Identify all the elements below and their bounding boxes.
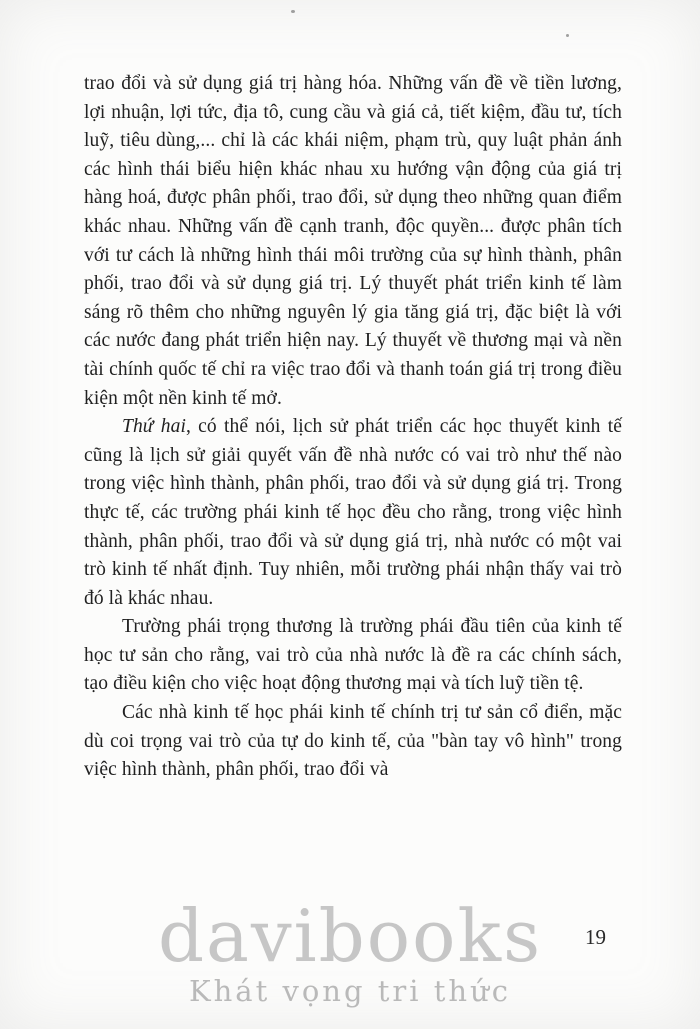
paragraph-text: , có thể nói, lịch sử phát triển các học thuyết kinh tế cũng là lịch sử giải quyết vấn đề nhà nước có vai trò như thế nào trong việc hình thành, phân phối, trao đổi và sử dụng giá trị. Trong thực tế, các trường phái kinh tế học đều cho rằng, trong việc hình thành, phân phối, trao đổi và sử dụng giá trị, nhà nước có một vai trò kinh tế nhất định. Tuy nhiên, mỗi trường phái nhận thấy vai trò đó là khác nhau. (84, 416, 622, 609)
text-block (84, 70, 622, 785)
paragraph (84, 70, 622, 413)
paragraph (84, 413, 622, 613)
paragraph-lead: Thứ hai (122, 416, 186, 438)
watermark-brand: davibooks (157, 894, 543, 978)
page-number: 19 (585, 925, 606, 949)
paragraph (84, 699, 622, 785)
scan-speck (566, 34, 569, 37)
watermark (0, 894, 700, 1008)
paragraph-text: trao đổi và sử dụng giá trị hàng hóa. Những vấn đề về tiền lương, lợi nhuận, lợi tức, địa tô, cung cầu và giá cả, tiết kiệm, đầu tư, tích luỹ, tiêu dùng,... chỉ là các khái niệm, phạm trù, quy luật phản ánh các hình thái biểu hiện khác nhau xu hướng vận động của giá trị hàng hoá, được phân phối, trao đổi, sử dụng theo những quan điểm khác nhau. Những vấn đề cạnh tranh, độc quyền... được phân tích với tư cách là những hình thái môi trường của sự hình thành, phân phối, trao đổi và sử dụng giá trị. Lý thuyết phát triển kinh tế làm sáng rõ thêm cho những nguyên lý gia tăng giá trị, đặc biệt là với các nước đang phát triển hiện nay. Lý thuyết về thương mại và nền tài chính quốc tế chỉ ra việc trao đổi và thanh toán giá trị trong điều kiện một nền kinh tế mở. (84, 73, 622, 409)
paragraph-text: Các nhà kinh tế học phái kinh tế chính trị tư sản cổ điển, mặc dù coi trọng vai trò của tự do kinh tế, của "bàn tay vô hình" trong việc hình thành, phân phối, trao đổi và (84, 702, 622, 781)
watermark-tagline: Khát vọng tri thức (188, 974, 512, 1008)
paragraph-text: Trường phái trọng thương là trường phái đầu tiên của kinh tế học tư sản cho rằng, vai trò của nhà nước là đề ra các chính sách, tạo điều kiện cho việc hoạt động thương mại và tích luỹ tiền tệ. (84, 616, 622, 695)
scan-speck (291, 10, 295, 13)
paragraph (84, 613, 622, 699)
